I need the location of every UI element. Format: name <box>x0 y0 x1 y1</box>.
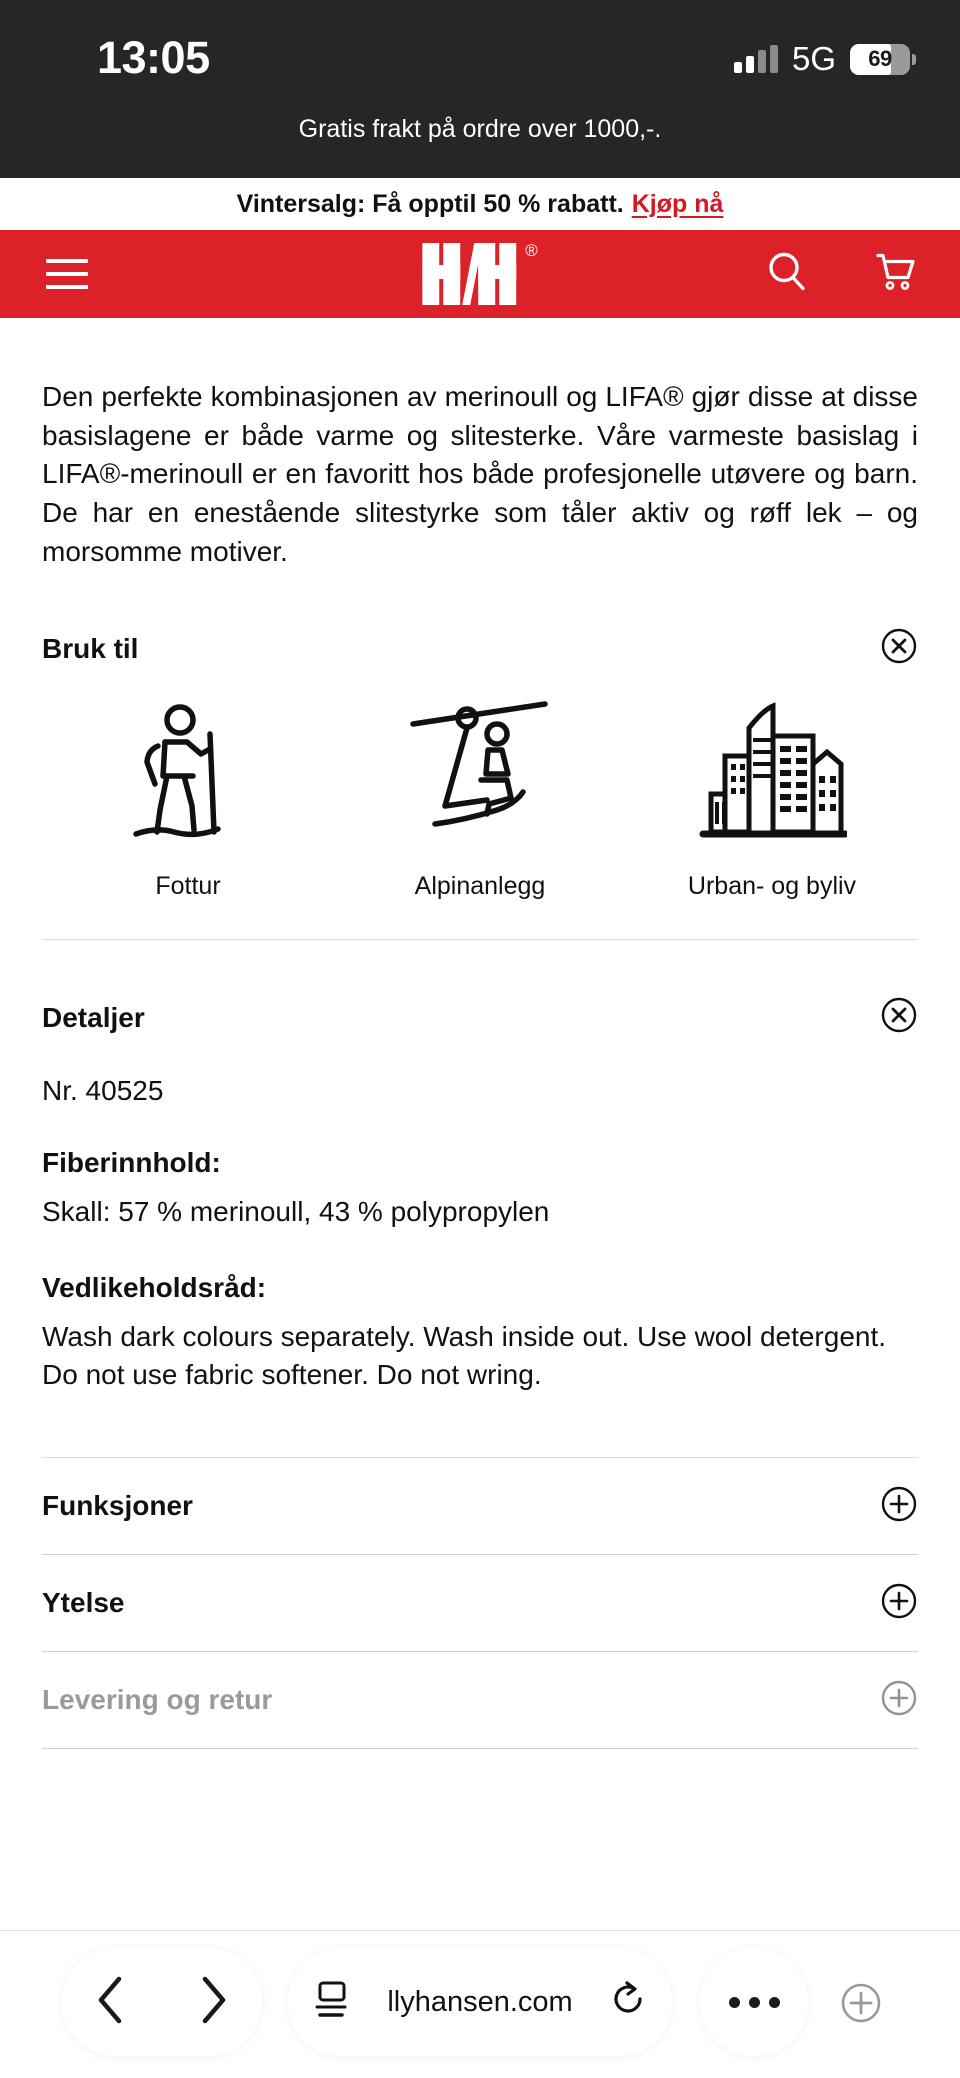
more-dots-icon[interactable] <box>700 1948 808 2056</box>
reload-icon[interactable] <box>612 1981 646 2024</box>
battery-icon <box>850 44 910 75</box>
winter-sale-strip <box>0 178 960 230</box>
shop-now-link[interactable]: Kjøp nå <box>631 189 724 218</box>
fiber-content-value: Skall: 57 % merinoull, 43 % polypropylen <box>42 1196 550 1228</box>
status-bar-time: 13:05 <box>97 32 210 83</box>
section-divider <box>42 1748 918 1749</box>
new-tab-plus-icon[interactable] <box>838 1980 884 2026</box>
details-section-title: Detaljer <box>42 1001 145 1033</box>
chevron-left-icon[interactable] <box>92 1971 132 2034</box>
usage-item-label: Fottur <box>155 872 221 901</box>
network-type-label: 5G <box>791 40 836 77</box>
city-buildings-icon <box>697 694 847 844</box>
free-shipping-banner <box>0 115 960 148</box>
battery-percent-label: 69 <box>868 46 892 71</box>
winter-sale-text: Vintersalg: Få opptil 50 % rabatt. <box>236 189 624 218</box>
usage-section-title: Bruk til <box>42 632 139 664</box>
accordion-ytelse[interactable] <box>42 1555 918 1651</box>
promo-banner-spacer <box>0 148 960 178</box>
address-bar[interactable] <box>288 1948 672 2056</box>
accordion-funksjoner[interactable] <box>42 1458 918 1554</box>
plus-circle-icon[interactable] <box>880 1485 918 1528</box>
signal-bars-icon <box>734 45 778 73</box>
usage-items <box>42 694 918 901</box>
article-number: Nr. 40525 <box>42 1075 164 1107</box>
details-section-header[interactable] <box>42 996 918 1039</box>
accordion-title: Ytelse <box>42 1587 125 1618</box>
hamburger-menu-icon[interactable] <box>46 259 88 289</box>
product-description: Den perfekte kombinasjonen av merinoull og LIFA® gjør disse at disse basislagene er både varme og slitesterke. Våre varmeste basislag i LIFA®-merinoull er en favoritt hos både profesjonelle utøvere og barn. De har en enestående slitestyrke som tåler aktiv og røff lek – og morsomme motiver. <box>42 381 918 567</box>
care-advice-heading: Vedlikeholdsråd: <box>42 1271 267 1303</box>
care-advice-value: Wash dark colours separately. Wash inside out. Use wool detergent. Do not use fabric softener. Do not wring. <box>42 1320 887 1391</box>
free-shipping-text: Gratis frakt på ordre over 1000,-. <box>298 115 662 143</box>
section-divider <box>42 939 918 940</box>
site-header <box>0 230 960 318</box>
browser-toolbar <box>0 1928 960 2078</box>
shopping-cart-icon[interactable] <box>872 249 918 300</box>
search-icon[interactable] <box>764 249 810 300</box>
usage-item-label: Alpinanlegg <box>414 872 546 901</box>
navigation-buttons-group <box>62 1948 262 2056</box>
hiker-icon <box>118 694 258 844</box>
accordion-levering-og-retur[interactable] <box>42 1652 918 1748</box>
close-circle-icon[interactable] <box>880 996 918 1039</box>
usage-item-label: Urban- og byliv <box>687 872 857 901</box>
product-details-content <box>0 378 960 1749</box>
usage-item <box>334 694 626 901</box>
plus-circle-icon[interactable] <box>880 1679 918 1722</box>
toolbar-top-border <box>0 1930 960 1931</box>
usage-item <box>626 694 918 901</box>
helly-hansen-logo[interactable] <box>422 243 538 305</box>
close-circle-icon[interactable] <box>880 627 918 670</box>
accordion-title: Levering og retur <box>42 1684 273 1715</box>
ski-lift-icon <box>405 694 555 844</box>
status-bar <box>0 0 960 115</box>
url-text[interactable]: llyhansen.com <box>387 1985 573 2018</box>
usage-section-header[interactable] <box>42 627 918 670</box>
fiber-content-heading: Fiberinnhold: <box>42 1147 221 1179</box>
page-settings-icon[interactable] <box>314 1980 348 2025</box>
logo-registered-mark: ® <box>525 241 538 260</box>
plus-circle-icon[interactable] <box>880 1582 918 1625</box>
usage-item <box>42 694 334 901</box>
chevron-right-icon[interactable] <box>192 1971 232 2034</box>
status-bar-indicators <box>734 40 910 78</box>
accordion-title: Funksjoner <box>42 1490 193 1521</box>
